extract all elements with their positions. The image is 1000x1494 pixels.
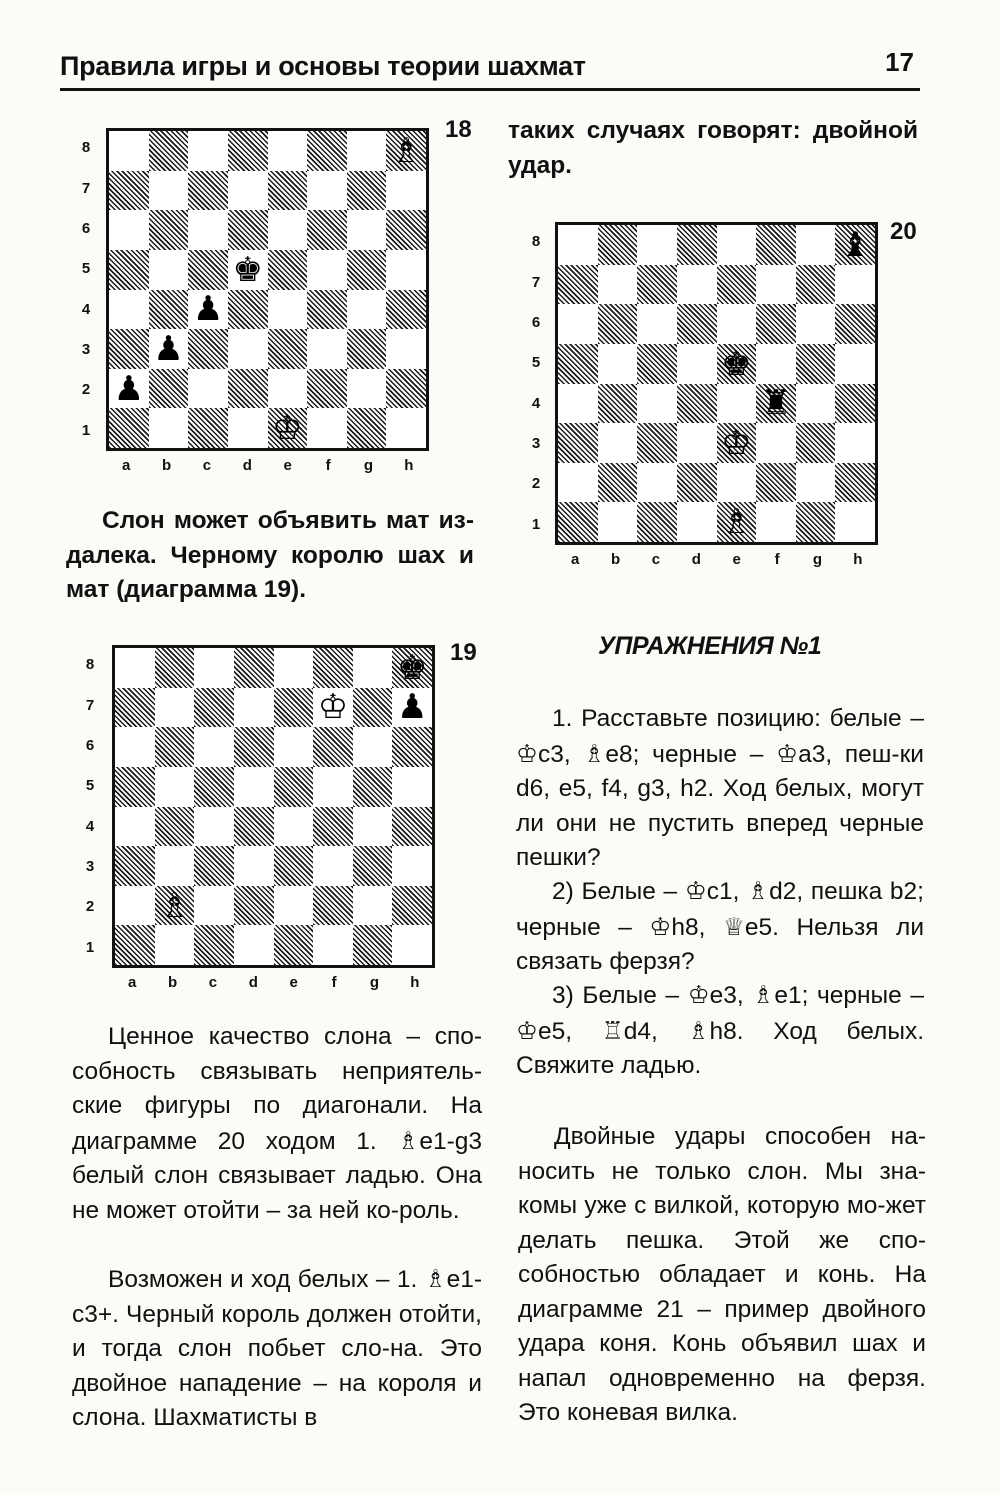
square-e5 xyxy=(274,767,314,807)
square-e6 xyxy=(268,210,308,250)
square-d5 xyxy=(677,344,717,384)
page-header xyxy=(60,44,920,91)
white-king-icon: ♔ xyxy=(684,876,707,905)
square-a6 xyxy=(558,304,598,344)
square-f2 xyxy=(756,463,796,503)
square-f6 xyxy=(756,304,796,344)
file-label: e xyxy=(283,457,292,474)
square-h3 xyxy=(386,329,426,369)
square-e5 xyxy=(268,250,308,290)
square-d3 xyxy=(677,423,717,463)
white-bishop-icon: ♗ xyxy=(390,130,422,171)
square-d8 xyxy=(228,131,268,171)
file-label: a xyxy=(122,457,131,474)
file-label: h xyxy=(410,974,420,991)
black-rook-icon: ♜ xyxy=(760,383,792,424)
square-h7 xyxy=(392,688,432,728)
square-b5 xyxy=(149,250,189,290)
square-e2 xyxy=(268,369,308,409)
square-c6 xyxy=(188,210,228,250)
square-e4 xyxy=(717,384,757,424)
black-bishop-icon: ♝ xyxy=(839,224,871,265)
square-h5 xyxy=(835,344,875,384)
file-label: c xyxy=(208,974,218,991)
square-c1 xyxy=(637,502,677,542)
square-c7 xyxy=(637,265,677,305)
paragraph-double-hit: таких случаях говорят: двойной удар. xyxy=(508,117,918,179)
square-b4 xyxy=(598,384,638,424)
square-h4 xyxy=(835,384,875,424)
white-king-icon: ♔ xyxy=(516,738,538,768)
square-f5 xyxy=(756,344,796,384)
square-g2 xyxy=(353,886,393,926)
square-a1 xyxy=(115,925,155,965)
square-e8 xyxy=(274,648,314,688)
square-f7 xyxy=(756,265,796,305)
white-king-icon: ♔ xyxy=(272,408,303,449)
rank-label: 3 xyxy=(531,435,541,453)
paragraph-double-attack: Возможен и ход белых – 1. ♗e1-c3+. Черный король должен отойти, и тогда слон побьет сло-на. Это двойное нападение – на короля и слона. Шахматисты в xyxy=(72,1264,482,1431)
square-d8 xyxy=(234,648,274,688)
square-f3 xyxy=(313,846,353,886)
square-a5 xyxy=(115,767,155,807)
square-d6 xyxy=(228,210,268,250)
square-b8 xyxy=(598,225,638,265)
square-a1 xyxy=(558,502,598,542)
black-king-icon: ♚ xyxy=(396,647,428,688)
square-a1 xyxy=(109,408,149,448)
square-d5 xyxy=(228,250,268,290)
square-b3 xyxy=(598,423,638,463)
rank-label: 6 xyxy=(85,736,95,754)
square-a8 xyxy=(115,648,155,688)
square-b8 xyxy=(149,131,189,171)
rank-label: 7 xyxy=(81,179,91,197)
square-f2 xyxy=(307,369,347,409)
square-h5 xyxy=(392,767,432,807)
square-d7 xyxy=(228,171,268,211)
square-g8 xyxy=(796,225,836,265)
square-d1 xyxy=(234,925,274,965)
square-e6 xyxy=(274,727,314,767)
file-label: b xyxy=(610,551,621,568)
square-e3 xyxy=(268,329,308,369)
square-a4 xyxy=(109,290,149,330)
black-pawn-icon: ♟ xyxy=(192,289,224,330)
square-f2 xyxy=(313,886,353,926)
white-bishop-icon: ♗ xyxy=(721,502,752,543)
square-g3 xyxy=(347,329,387,369)
square-h4 xyxy=(392,807,432,847)
file-label: f xyxy=(331,974,337,991)
white-bishop-icon: ♗ xyxy=(747,876,770,905)
square-d6 xyxy=(234,727,274,767)
square-g2 xyxy=(347,369,387,409)
square-h5 xyxy=(386,250,426,290)
white-bishop-icon: ♗ xyxy=(159,885,190,926)
square-b2 xyxy=(149,369,189,409)
square-b5 xyxy=(155,767,195,807)
square-h1 xyxy=(392,925,432,965)
white-king-icon: ♔ xyxy=(317,687,349,728)
square-h6 xyxy=(386,210,426,250)
square-h1 xyxy=(835,502,875,542)
chess-board xyxy=(106,128,429,451)
square-f4 xyxy=(307,290,347,330)
square-a2 xyxy=(558,463,598,503)
square-d8 xyxy=(677,225,717,265)
square-f8 xyxy=(756,225,796,265)
rank-label: 7 xyxy=(85,696,95,714)
rank-label: 4 xyxy=(85,817,95,835)
rank-label: 5 xyxy=(85,777,95,795)
white-bishop-icon: ♗ xyxy=(424,1264,447,1293)
file-label: h xyxy=(853,551,863,568)
square-b3 xyxy=(155,846,195,886)
square-e2 xyxy=(717,463,757,503)
square-g8 xyxy=(353,648,393,688)
square-c5 xyxy=(188,250,228,290)
square-d5 xyxy=(234,767,274,807)
square-e8 xyxy=(268,131,308,171)
file-label: f xyxy=(325,457,331,474)
rank-label: 6 xyxy=(531,313,541,331)
chess-board xyxy=(555,222,878,545)
black-king-icon: ♔ xyxy=(516,1015,538,1045)
square-f4 xyxy=(756,384,796,424)
square-c2 xyxy=(637,463,677,503)
square-g6 xyxy=(347,210,387,250)
square-e1 xyxy=(268,408,308,448)
square-b1 xyxy=(149,408,189,448)
square-b3 xyxy=(149,329,189,369)
rank-label: 3 xyxy=(81,341,91,359)
diagram-number: 18 xyxy=(445,116,472,143)
square-e4 xyxy=(274,807,314,847)
square-a3 xyxy=(558,423,598,463)
square-c7 xyxy=(188,171,228,211)
square-b1 xyxy=(155,925,195,965)
square-b4 xyxy=(155,807,195,847)
square-e1 xyxy=(717,502,757,542)
square-a7 xyxy=(558,265,598,305)
square-d1 xyxy=(677,502,717,542)
square-f8 xyxy=(313,648,353,688)
exercise-1: 1. Расставьте позицию: белые – ♔c3, ♗e8; черные – ♔a3, пеш-ки d6, e5, f4, g3, h2. Ход белых, могут ли они не пустить вперед черные пешки? xyxy=(516,705,924,871)
file-label: g xyxy=(363,457,374,474)
square-a8 xyxy=(109,131,149,171)
square-e4 xyxy=(268,290,308,330)
white-bishop-icon: ♗ xyxy=(583,738,606,768)
square-d4 xyxy=(234,807,274,847)
square-a2 xyxy=(115,886,155,926)
rank-label: 3 xyxy=(85,858,95,876)
square-e7 xyxy=(274,688,314,728)
square-g1 xyxy=(353,925,393,965)
square-a8 xyxy=(558,225,598,265)
white-bishop-icon: ♗ xyxy=(752,980,775,1009)
square-b4 xyxy=(149,290,189,330)
square-e7 xyxy=(268,171,308,211)
diagram-number: 20 xyxy=(890,218,917,245)
square-b5 xyxy=(598,344,638,384)
rank-label: 1 xyxy=(85,938,95,956)
square-g4 xyxy=(353,807,393,847)
square-g5 xyxy=(347,250,387,290)
square-c4 xyxy=(194,807,234,847)
square-b6 xyxy=(155,727,195,767)
square-g3 xyxy=(796,423,836,463)
square-d2 xyxy=(228,369,268,409)
file-label: a xyxy=(128,974,137,991)
square-g1 xyxy=(796,502,836,542)
square-g8 xyxy=(347,131,387,171)
square-e6 xyxy=(717,304,757,344)
square-h2 xyxy=(386,369,426,409)
square-g5 xyxy=(353,767,393,807)
square-h7 xyxy=(386,171,426,211)
rank-label: 1 xyxy=(81,421,91,439)
square-f5 xyxy=(307,250,347,290)
white-bishop-icon: ♗ xyxy=(397,1125,420,1155)
square-c4 xyxy=(637,384,677,424)
square-a6 xyxy=(115,727,155,767)
square-g1 xyxy=(347,408,387,448)
square-e1 xyxy=(274,925,314,965)
file-label: f xyxy=(774,551,780,568)
black-pawn-icon: ♟ xyxy=(153,328,184,369)
square-c3 xyxy=(188,329,228,369)
square-a5 xyxy=(558,344,598,384)
square-e3 xyxy=(274,846,314,886)
rank-label: 6 xyxy=(81,219,91,237)
black-king-icon: ♚ xyxy=(232,249,263,290)
exercise-2: 2) Белые – ♔c1, ♗d2, пешка b2; черные – ♔h8, ♕e5. Нельзя ли связать ферзя? xyxy=(516,876,924,975)
square-f6 xyxy=(307,210,347,250)
square-h7 xyxy=(835,265,875,305)
square-f5 xyxy=(313,767,353,807)
square-a7 xyxy=(115,688,155,728)
square-g5 xyxy=(796,344,836,384)
square-d4 xyxy=(677,384,717,424)
square-e3 xyxy=(717,423,757,463)
square-h2 xyxy=(835,463,875,503)
black-bishop-icon: ♗ xyxy=(687,1015,710,1045)
square-d2 xyxy=(677,463,717,503)
square-h1 xyxy=(386,408,426,448)
black-king-icon: ♔ xyxy=(649,911,672,941)
running-title: Правила игры и основы теории шахмат xyxy=(60,51,586,81)
page-number: 17 xyxy=(885,47,914,77)
square-e8 xyxy=(717,225,757,265)
square-h8 xyxy=(835,225,875,265)
file-label: c xyxy=(202,457,212,474)
black-pawn-icon: ♟ xyxy=(396,687,428,728)
square-b2 xyxy=(155,886,195,926)
square-h3 xyxy=(835,423,875,463)
black-queen-icon: ♕ xyxy=(722,911,745,941)
rank-label: 5 xyxy=(531,354,541,372)
rank-label: 2 xyxy=(85,898,95,916)
square-c8 xyxy=(194,648,234,688)
square-h8 xyxy=(392,648,432,688)
square-a4 xyxy=(558,384,598,424)
square-f3 xyxy=(756,423,796,463)
square-b8 xyxy=(155,648,195,688)
rank-label: 8 xyxy=(531,233,541,251)
square-c1 xyxy=(194,925,234,965)
square-b6 xyxy=(149,210,189,250)
square-g4 xyxy=(796,384,836,424)
rank-label: 5 xyxy=(81,260,91,278)
square-f7 xyxy=(307,171,347,211)
square-h4 xyxy=(386,290,426,330)
square-f8 xyxy=(307,131,347,171)
paragraph-bishop-pin: Ценное качество слона – спо-собность связывать неприятель-ские фигуры по диагонали. На диаграмме 20 ходом 1. ♗e1-g3 белый слон связывает ладью. Она не может отойти – за ней ко-роль. xyxy=(72,1023,482,1224)
rank-label: 7 xyxy=(531,273,541,291)
square-c6 xyxy=(637,304,677,344)
square-c3 xyxy=(637,423,677,463)
file-label: d xyxy=(248,974,258,991)
square-g7 xyxy=(796,265,836,305)
square-g7 xyxy=(353,688,393,728)
square-c8 xyxy=(637,225,677,265)
white-king-icon: ♔ xyxy=(721,422,752,463)
rank-label: 2 xyxy=(81,381,91,399)
square-c2 xyxy=(194,886,234,926)
square-a7 xyxy=(109,171,149,211)
square-g7 xyxy=(347,171,387,211)
square-e7 xyxy=(717,265,757,305)
black-king-icon: ♚ xyxy=(721,343,752,384)
rank-label: 4 xyxy=(531,394,541,412)
square-b1 xyxy=(598,502,638,542)
square-b7 xyxy=(598,265,638,305)
file-label: a xyxy=(571,551,580,568)
square-d6 xyxy=(677,304,717,344)
square-a3 xyxy=(109,329,149,369)
square-c6 xyxy=(194,727,234,767)
square-g4 xyxy=(347,290,387,330)
rank-label: 8 xyxy=(85,656,95,674)
square-c5 xyxy=(637,344,677,384)
rank-label: 8 xyxy=(81,139,91,157)
square-f6 xyxy=(313,727,353,767)
square-a3 xyxy=(115,846,155,886)
diagram-number: 19 xyxy=(450,639,477,666)
square-c3 xyxy=(194,846,234,886)
square-h8 xyxy=(386,131,426,171)
file-label: e xyxy=(732,551,741,568)
black-rook-icon: ♖ xyxy=(601,1015,624,1045)
square-b7 xyxy=(155,688,195,728)
file-label: b xyxy=(161,457,172,474)
square-e2 xyxy=(274,886,314,926)
square-h3 xyxy=(392,846,432,886)
square-b6 xyxy=(598,304,638,344)
file-label: d xyxy=(242,457,252,474)
square-c5 xyxy=(194,767,234,807)
file-label: c xyxy=(651,551,661,568)
square-b2 xyxy=(598,463,638,503)
black-pawn-icon: ♟ xyxy=(113,368,145,409)
square-g6 xyxy=(796,304,836,344)
square-f1 xyxy=(313,925,353,965)
square-d7 xyxy=(677,265,717,305)
square-e5 xyxy=(717,344,757,384)
white-king-icon: ♔ xyxy=(687,980,710,1009)
square-b7 xyxy=(149,171,189,211)
paragraph-bishop-mate: Слон может объявить мат из-далека. Черному королю шах и мат (диаграмма 19). xyxy=(66,507,474,603)
square-c1 xyxy=(188,408,228,448)
exercise-3: 3) Белые – ♔e3, ♗e1; черные – ♔e5, ♖d4, ♗h8. Ход белых. Свяжите ладью. xyxy=(516,980,925,1079)
rank-label: 1 xyxy=(531,515,541,533)
file-label: d xyxy=(691,551,701,568)
square-h2 xyxy=(392,886,432,926)
black-king-icon: ♔ xyxy=(776,738,799,768)
paragraph-knight-fork: Двойные удары способен на-носить не только слон. Мы зна-комы уже с вилкой, которую мо-жет делать пешка. Этой же спо-собностью обладает и конь. На диаграмме 21 – пример двойного удара коня. Конь объявил шах и напал одновременно на ферзя. Это коневая вилка. xyxy=(518,1123,926,1426)
square-f4 xyxy=(313,807,353,847)
square-c8 xyxy=(188,131,228,171)
square-f1 xyxy=(756,502,796,542)
rank-label: 2 xyxy=(531,475,541,493)
square-f3 xyxy=(307,329,347,369)
square-f1 xyxy=(307,408,347,448)
square-d7 xyxy=(234,688,274,728)
square-g6 xyxy=(353,727,393,767)
file-label: e xyxy=(289,974,298,991)
chess-board xyxy=(112,645,435,968)
square-d3 xyxy=(234,846,274,886)
square-h6 xyxy=(392,727,432,767)
rank-label: 4 xyxy=(81,300,91,318)
square-f7 xyxy=(313,688,353,728)
square-h6 xyxy=(835,304,875,344)
square-d1 xyxy=(228,408,268,448)
square-c4 xyxy=(188,290,228,330)
file-label: g xyxy=(812,551,823,568)
square-d4 xyxy=(228,290,268,330)
square-c2 xyxy=(188,369,228,409)
square-c7 xyxy=(194,688,234,728)
file-label: g xyxy=(369,974,380,991)
square-g3 xyxy=(353,846,393,886)
square-a5 xyxy=(109,250,149,290)
square-a4 xyxy=(115,807,155,847)
square-d3 xyxy=(228,329,268,369)
square-a2 xyxy=(109,369,149,409)
file-label: b xyxy=(167,974,178,991)
file-label: h xyxy=(404,457,414,474)
square-g2 xyxy=(796,463,836,503)
square-a6 xyxy=(109,210,149,250)
square-d2 xyxy=(234,886,274,926)
exercises-heading: УПРАЖНЕНИЯ №1 xyxy=(598,632,822,660)
